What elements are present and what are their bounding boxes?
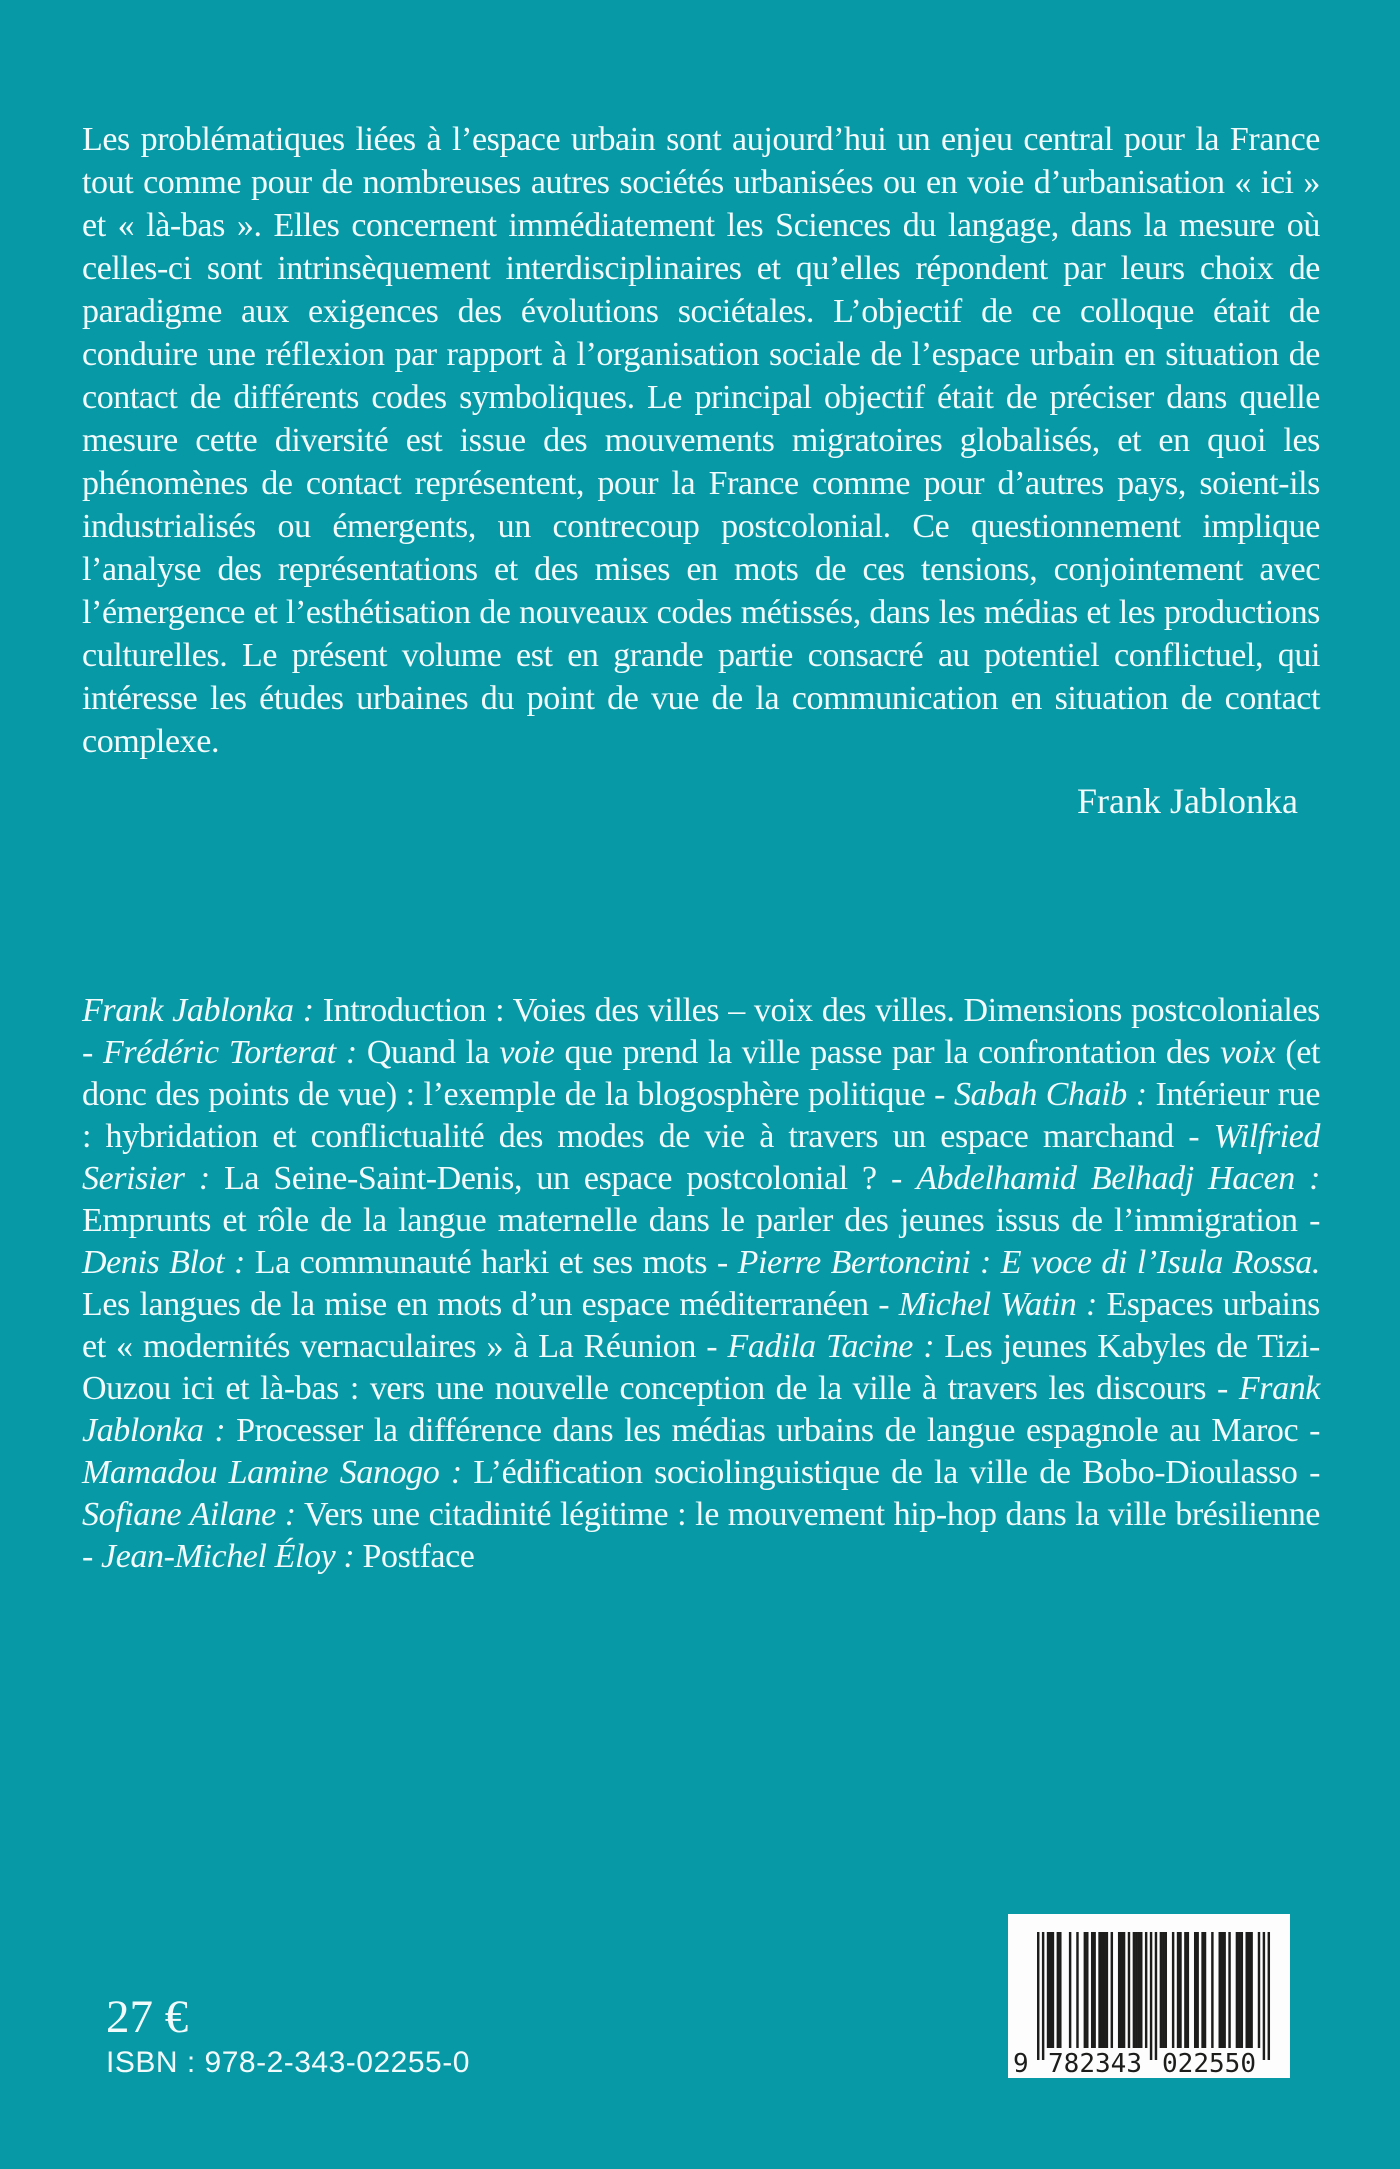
price-label: 27 € [106, 1991, 189, 2043]
toc-author-name: Wilfried Serisier : [82, 1118, 1320, 1197]
barcode-bar [1258, 1932, 1260, 2048]
barcode-bar [1052, 1932, 1054, 2048]
toc-title-text: La communauté harki et ses mots - [244, 1244, 738, 1281]
barcode-bar [1037, 1932, 1039, 2060]
barcode-bar [1184, 1932, 1187, 2048]
toc-author-name: Frank Jablonka : [82, 1370, 1320, 1449]
barcode-bar [1211, 1932, 1213, 2048]
barcode-bar [1204, 1932, 1206, 2048]
barcode-bar [1263, 1932, 1265, 2060]
toc-title-text: La Seine-Saint-Denis, un espace postcolonial ? - [209, 1160, 917, 1197]
barcode-bar [1187, 1932, 1189, 2048]
toc-title-text: (et donc des points de vue) : l’exemple de la blogosphère politique - [82, 1034, 1321, 1113]
synopsis-text: Les problématiques liées à l’espace urbain sont aujourd’hui un enjeu central pour la France tout comme pour de nombreuses autres sociétés urbanisées ou en voie d’urbanisation « ici » et « là-bas ». Elles concernent immédiatement les Sciences du langage, dans la mesure où celles-ci sont intrinsèquement interdisciplinaires et qu’elles répondent par leurs choix de paradigme aux exigences des évolutions sociétales. L’objectif de ce colloque était de conduire une réflexion par rapport à l’organisation sociale de l’espace urbain en situation de contact de différents codes symboliques. Le principal objectif était de préciser dans quelle mesure cette diversité est issue des mouvements migratoires globalisés, et en quoi les phénomènes de contact représentent, pour la France comme pour d’autres pays, soient-ils industrialisés ou émergents, un contrecoup postcolonial. Ce questionnement implique l’analyse des représentations et des mises en mots de ces tensions, conjointement avec l’émergence et l’esthétisation de nouveaux codes métissés, dans les médias et les productions culturelles. Le présent volume est en grande partie consacré au potentiel conflictuel, qui intéresse les études urbaines du point de vue de la communication en situation de contact complexe. [82, 121, 1320, 760]
barcode-digits: 9 [1013, 2049, 1029, 2078]
barcode-bar [1150, 1932, 1152, 2060]
barcode-bar [1145, 1932, 1147, 2048]
author-signature: Frank Jablonka [1077, 781, 1298, 821]
toc-author-name: voix [1220, 1034, 1276, 1071]
toc-title-text: Emprunts et rôle de la langue maternelle dans le parler des jeunes issus de l’immigration - [82, 1202, 1320, 1239]
barcode-bar [1241, 1932, 1243, 2048]
toc-author-name: Michel Watin : [898, 1286, 1097, 1323]
synopsis-block [82, 118, 1320, 823]
barcode-bar [1101, 1932, 1104, 2048]
toc-title-text: que prend la ville passe par la confrontation des [554, 1034, 1221, 1071]
barcode-bar [1236, 1932, 1239, 2048]
barcode-bar [1059, 1932, 1061, 2048]
toc-title-text: Espaces urbains et « modernités vernaculaires » à La Réunion - [82, 1286, 1321, 1365]
barcode-bar [1219, 1932, 1222, 2048]
barcode-bar [1128, 1932, 1130, 2048]
barcode-bar [1057, 1932, 1060, 2048]
barcode-bar [1228, 1932, 1230, 2048]
barcode-bar [1076, 1932, 1078, 2048]
barcode-bar [1042, 1932, 1044, 2060]
barcode-bar [1138, 1932, 1141, 2048]
barcode-digits: 022550 [1162, 2049, 1256, 2078]
toc-author-name: Mamadou Lamine Sanogo : [82, 1454, 462, 1491]
toc-title-text: Postface [354, 1538, 475, 1575]
barcode-bar [1223, 1932, 1225, 2048]
toc-title-text: Introduction : Voies des villes – voix des villes. Dimensions postcoloniales - [82, 992, 1320, 1071]
toc-author-name: Sofiane Ailane : [82, 1496, 296, 1533]
barcode-bar [1091, 1932, 1094, 2048]
barcode-bar [1098, 1932, 1101, 2048]
toc-title-text: Les langues de la mise en mots d’un espace méditerranéen - [82, 1286, 899, 1323]
barcode-svg [1008, 1914, 1290, 2078]
barcode-bar [1047, 1932, 1050, 2048]
barcode-bar [1118, 1932, 1121, 2048]
barcode-bar [1177, 1932, 1180, 2048]
toc-author-name: Abdelhamid Belhadj Hacen : [916, 1160, 1321, 1197]
toc-author-name: Denis Blot : [82, 1244, 245, 1281]
toc-title-text: Processer la différence dans les médias urbains de langue espagnole au Maroc - [225, 1412, 1320, 1449]
barcode-bar [1162, 1932, 1165, 2048]
barcode [1008, 1914, 1290, 2078]
barcode-bar [1120, 1932, 1123, 2048]
toc-title-text: Vers une citadinité légitime : le mouvement hip-hop dans la ville brésilienne - [82, 1496, 1320, 1575]
barcode-bar [1268, 1932, 1270, 2060]
table-of-contents [82, 990, 1320, 1578]
barcode-bar [1250, 1932, 1252, 2048]
barcode-bar [1093, 1932, 1095, 2048]
barcode-bar [1155, 1932, 1157, 2060]
toc-title-text: Quand la [356, 1034, 500, 1071]
barcode-bar [1172, 1932, 1174, 2048]
barcode-bar [1246, 1932, 1249, 2048]
toc-author-name: Jean-Michel Éloy : [101, 1538, 355, 1575]
barcode-bar [1248, 1932, 1251, 2048]
toc-title-text: Les jeunes Kabyles de Tizi-Ouzou ici et là-bas : vers une nouvelle conception de la ville à travers les discours - [82, 1328, 1320, 1407]
barcode-bar [1194, 1932, 1197, 2048]
barcode-bar [1069, 1932, 1071, 2048]
barcode-bar [1106, 1932, 1108, 2048]
barcode-bar [1084, 1932, 1087, 2048]
barcode-bar [1123, 1932, 1125, 2048]
barcode-bar [1179, 1932, 1181, 2048]
toc-author-name: Pierre Bertoncini : E voce di l’Isula Rossa. [737, 1244, 1320, 1281]
toc-author-name: Frank Jablonka : [82, 992, 314, 1029]
toc-author-name: voie [499, 1034, 555, 1071]
barcode-bar [1103, 1932, 1106, 2048]
barcode-bar [1140, 1932, 1142, 2048]
toc-author-name: Frédéric Torterat : [103, 1034, 357, 1071]
barcode-bar [1086, 1932, 1088, 2048]
toc-author-name: Sabah Chaib : [953, 1076, 1147, 1113]
barcode-bar [1238, 1932, 1241, 2048]
barcode-bar [1133, 1932, 1136, 2048]
barcode-bar [1111, 1932, 1113, 2048]
barcode-bar [1165, 1932, 1167, 2048]
barcode-digits: 782343 [1048, 2049, 1142, 2078]
barcode-bar [1221, 1932, 1224, 2048]
barcode-bar [1196, 1932, 1198, 2048]
barcode-bar [1135, 1932, 1138, 2048]
barcode-bar [1201, 1932, 1204, 2048]
toc-title-text: Intérieur rue : hybridation et conflictualité des modes de vie à travers un espace marchand - [82, 1076, 1321, 1155]
toc-author-name: Fadila Tacine : [727, 1328, 935, 1365]
barcode-bar [1049, 1932, 1052, 2048]
toc-title-text: L’édification sociolinguistique de la ville de Bobo-Dioulasso - [461, 1454, 1321, 1491]
isbn-label: ISBN : 978-2-343-02255-0 [106, 2046, 470, 2079]
barcode-bar [1160, 1932, 1163, 2048]
